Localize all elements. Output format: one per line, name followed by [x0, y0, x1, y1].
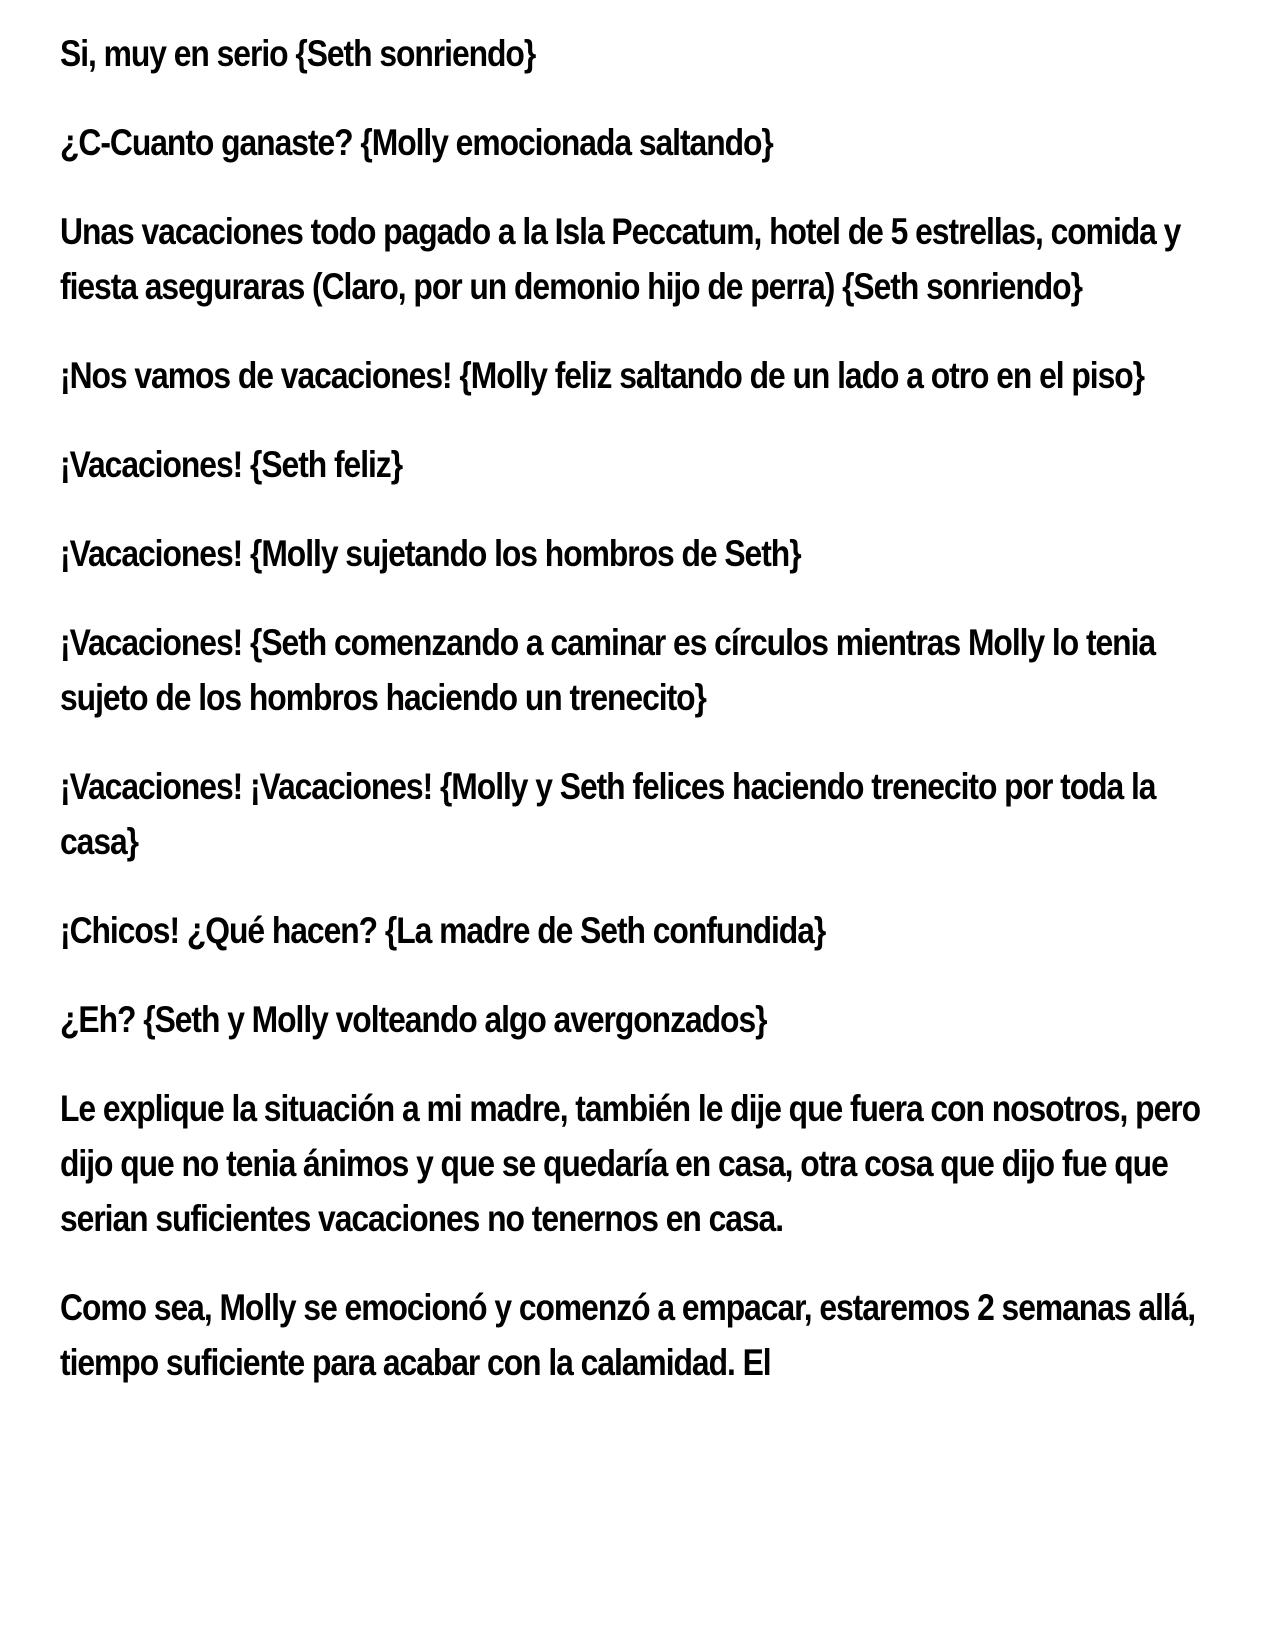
paragraph-6: ¡Vacaciones! {Molly sujetando los hombros de Seth}: [60, 533, 801, 574]
paragraph-1: Si, muy en serio {Seth sonriendo}: [60, 33, 536, 74]
paragraph-8: ¡Vacaciones! ¡Vacaciones! {Molly y Seth felices haciendo trenecito por toda la casa}: [60, 766, 1156, 862]
paragraph-9: ¡Chicos! ¿Qué hacen? {La madre de Seth confundida}: [60, 910, 826, 951]
paragraph-3: Unas vacaciones todo pagado a la Isla Peccatum, hotel de 5 estrellas, comida y fiesta aseguraras (Claro, por un demonio hijo de perra) {Seth sonriendo}: [60, 211, 1181, 307]
paragraph-5: ¡Vacaciones! {Seth feliz}: [60, 444, 403, 485]
paragraph-4: ¡Nos vamos de vacaciones! {Molly feliz saltando de un lado a otro en el piso}: [60, 355, 1145, 396]
paragraph-7: ¡Vacaciones! {Seth comenzando a caminar es círculos mientras Molly lo tenia sujeto de los hombros haciendo un trenecito}: [60, 622, 1156, 718]
paragraph-2: ¿C-Cuanto ganaste? {Molly emocionada saltando}: [60, 122, 773, 163]
paragraph-11: Le explique la situación a mi madre, también le dije que fuera con nosotros, pero dijo que no tenia ánimos y que se quedaría en casa, otra cosa que dijo fue que serian suficientes vacaciones no tenernos en casa.: [60, 1088, 1201, 1239]
paragraph-10: ¿Eh? {Seth y Molly volteando algo avergonzados}: [60, 999, 767, 1040]
paragraph-12: Como sea, Molly se emocionó y comenzó a empacar, estaremos 2 semanas allá, tiempo suficiente para acabar con la calamidad. El: [60, 1287, 1196, 1383]
